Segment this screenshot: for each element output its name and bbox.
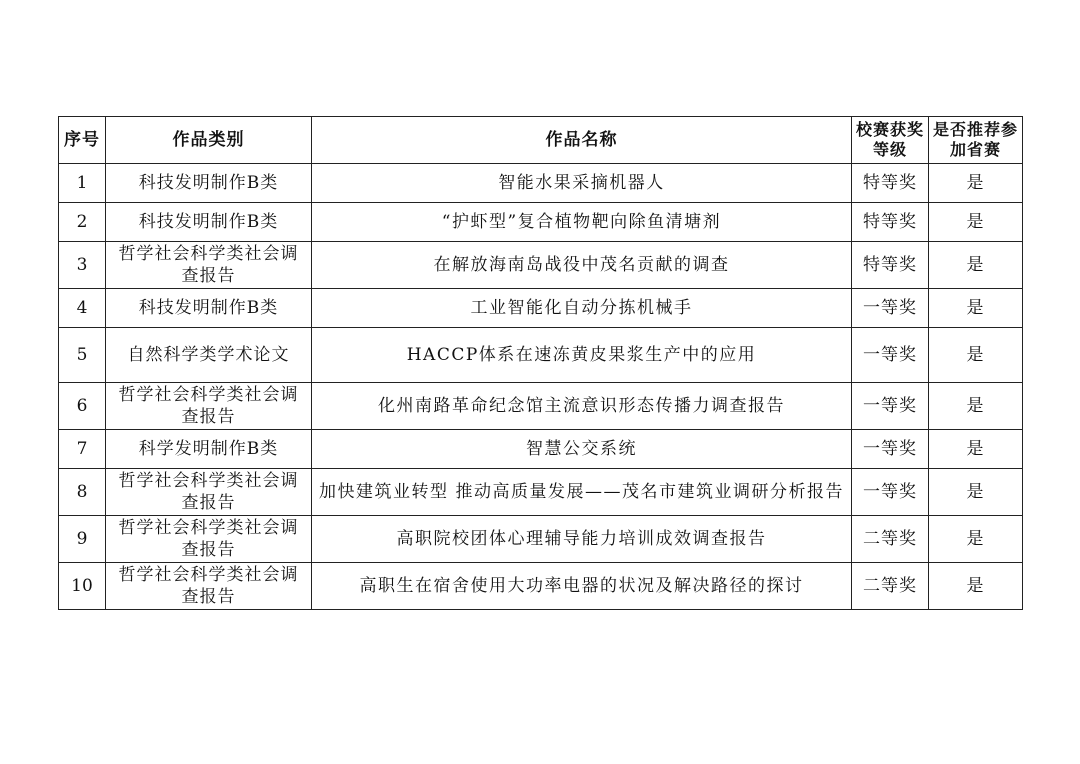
cell-category: 科技发明制作B类 xyxy=(106,164,312,203)
header-name: 作品名称 xyxy=(312,117,852,164)
cell-category: 哲学社会科学类社会调查报告 xyxy=(106,242,312,289)
table-row xyxy=(59,516,1023,563)
cell-award: 特等奖 xyxy=(852,164,929,203)
header-recommend: 是否推荐参加省赛 xyxy=(929,117,1023,164)
cell-recommend: 是 xyxy=(929,563,1023,610)
cell-no: 4 xyxy=(59,289,106,328)
table-row xyxy=(59,164,1023,203)
cell-award: 特等奖 xyxy=(852,242,929,289)
cell-award: 一等奖 xyxy=(852,469,929,516)
table-row xyxy=(59,242,1023,289)
cell-name: 加快建筑业转型 推动高质量发展——茂名市建筑业调研分析报告 xyxy=(312,469,852,516)
cell-no: 3 xyxy=(59,242,106,289)
cell-no: 10 xyxy=(59,563,106,610)
cell-no: 2 xyxy=(59,203,106,242)
table-row xyxy=(59,289,1023,328)
cell-name: “护虾型”复合植物靶向除鱼清塘剂 xyxy=(312,203,852,242)
cell-name: 智慧公交系统 xyxy=(312,430,852,469)
cell-award: 一等奖 xyxy=(852,328,929,383)
table-header-row xyxy=(59,117,1023,164)
awards-table xyxy=(58,116,1023,610)
cell-category: 自然科学类学术论文 xyxy=(106,328,312,383)
cell-category: 科技发明制作B类 xyxy=(106,203,312,242)
cell-category: 科技发明制作B类 xyxy=(106,289,312,328)
cell-category: 哲学社会科学类社会调查报告 xyxy=(106,383,312,430)
cell-recommend: 是 xyxy=(929,469,1023,516)
cell-award: 一等奖 xyxy=(852,289,929,328)
cell-name: 高职院校团体心理辅导能力培训成效调查报告 xyxy=(312,516,852,563)
cell-category: 哲学社会科学类社会调查报告 xyxy=(106,563,312,610)
cell-recommend: 是 xyxy=(929,383,1023,430)
cell-no: 9 xyxy=(59,516,106,563)
cell-name: HACCP体系在速冻黄皮果浆生产中的应用 xyxy=(312,328,852,383)
cell-recommend: 是 xyxy=(929,164,1023,203)
cell-award: 二等奖 xyxy=(852,516,929,563)
table-row xyxy=(59,563,1023,610)
cell-recommend: 是 xyxy=(929,328,1023,383)
table-row xyxy=(59,328,1023,383)
cell-category: 哲学社会科学类社会调查报告 xyxy=(106,516,312,563)
header-no: 序号 xyxy=(59,117,106,164)
cell-no: 6 xyxy=(59,383,106,430)
table-row xyxy=(59,469,1023,516)
cell-name: 智能水果采摘机器人 xyxy=(312,164,852,203)
cell-name: 高职生在宿舍使用大功率电器的状况及解决路径的探讨 xyxy=(312,563,852,610)
header-category: 作品类别 xyxy=(106,117,312,164)
cell-award: 一等奖 xyxy=(852,430,929,469)
table-row xyxy=(59,430,1023,469)
cell-name: 化州南路革命纪念馆主流意识形态传播力调查报告 xyxy=(312,383,852,430)
cell-recommend: 是 xyxy=(929,289,1023,328)
cell-no: 1 xyxy=(59,164,106,203)
cell-award: 二等奖 xyxy=(852,563,929,610)
table-row xyxy=(59,383,1023,430)
cell-no: 8 xyxy=(59,469,106,516)
cell-recommend: 是 xyxy=(929,203,1023,242)
cell-no: 5 xyxy=(59,328,106,383)
header-award: 校赛获奖等级 xyxy=(852,117,929,164)
cell-recommend: 是 xyxy=(929,242,1023,289)
cell-category: 科学发明制作B类 xyxy=(106,430,312,469)
cell-no: 7 xyxy=(59,430,106,469)
cell-award: 一等奖 xyxy=(852,383,929,430)
table-row xyxy=(59,203,1023,242)
cell-recommend: 是 xyxy=(929,430,1023,469)
cell-category: 哲学社会科学类社会调查报告 xyxy=(106,469,312,516)
cell-award: 特等奖 xyxy=(852,203,929,242)
cell-name: 在解放海南岛战役中茂名贡献的调查 xyxy=(312,242,852,289)
cell-recommend: 是 xyxy=(929,516,1023,563)
cell-name: 工业智能化自动分拣机械手 xyxy=(312,289,852,328)
